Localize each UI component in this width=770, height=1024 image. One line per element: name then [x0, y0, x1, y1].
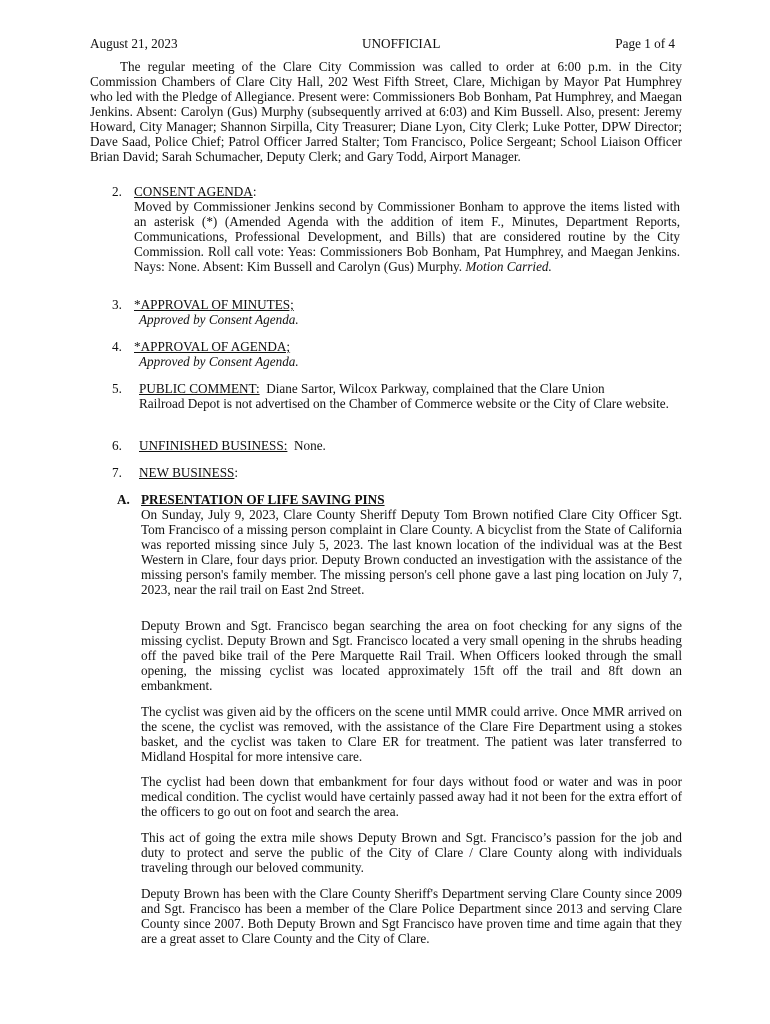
section-a-paragraph-3: The cyclist was given aid by the officers on the scene until MMR could arrive. Once MMR arrived on the scene, the cyclist was removed, with the assistance of the Clare Fire Department using a stokes basket, and the cyclist was taken to Clare ER for treatment. The patient was later transferred to Midland Hospital for more intensive care.	[141, 704, 682, 764]
item-public-comment	[112, 381, 680, 411]
item-unfinished-business	[112, 438, 680, 453]
consent-body	[112, 199, 680, 274]
public-comment-body: Railroad Depot is not advertised on the Chamber of Commerce website or the City of Clare website.	[139, 396, 669, 411]
item-number: 6.	[112, 438, 122, 453]
item-number: 4.	[112, 339, 122, 354]
section-a-heading	[117, 492, 683, 507]
intro-paragraph: The regular meeting of the Clare City Commission was called to order at 6:00 p.m. in the City Commission Chambers of Clare City Hall, 202 West Fifth Street, Clare, Michigan by Mayor Pat Humphrey who led with the Pledge of Allegiance. Present were: Commissioners Bob Bonham, Pat Humphrey, and Maegan Jenkins. Absent: Carolyn (Gus) Murphy (subsequently arrived at 6:03) and Kim Bussell. Also, present: Jeremy Howard, City Manager; Shannon Sirpilla, City Treasurer; Diane Lyon, City Clerk; Luke Potter, DPW Director; Dave Saad, Police Chief; Patrol Officer Jarred Stalter; Tom Francisco, Police Sergeant; School Liaison Officer Brian David; Sarah Schumacher, Deputy Clerk; and Gary Todd, Airport Manager.	[90, 59, 682, 164]
section-a-paragraph-5: This act of going the extra mile shows Deputy Brown and Sgt. Francisco’s passion for the job and duty to protect and serve the public of the City of Clare / Clare County along with individuals traveling through our beloved community.	[141, 830, 682, 875]
consent-text: Moved by Commissioner Jenkins second by Commissioner Bonham to approve the items listed with an asterisk (*) (Amended Agenda with the addition of item F., Minutes, Department Reports, Communications, Professional Development, and Bills) that are considered routine by the City Commission. Roll call vote: Yeas: Commissioners Bob Bonham, Pat Humphrey, and Maegan Jenkins. Nays: None. Absent: Kim Bussell and Carolyn (Gus) Murphy.	[134, 199, 680, 274]
item-number: 2.	[112, 184, 122, 199]
item-consent-agenda	[112, 184, 680, 274]
item-heading: NEW BUSINESS	[139, 465, 235, 480]
section-a-paragraph-2: Deputy Brown and Sgt. Francisco began searching the area on foot checking for any signs of the missing cyclist. Deputy Brown and Sgt. Francisco located a very small opening in the shrubs heading off the paved bike trail of the Pere Marquette Rail Trail. When Officers looked through the small opening, the missing cyclist was located approximately 15ft off the trail and 8ft down an embankment.	[141, 618, 682, 693]
section-a-paragraph-4: The cyclist had been down that embankment for four days without food or water and was in poor medical condition. The cyclist would have certainly passed away had it not been for the extra effort of the officers to go out on foot and search the area.	[141, 774, 682, 819]
item-heading: UNFINISHED BUSINESS:	[139, 438, 288, 453]
public-comment-first-line: Diane Sartor, Wilcox Parkway, complained that the Clare Union	[266, 381, 605, 396]
section-title: PRESENTATION OF LIFE SAVING PINS	[141, 492, 385, 507]
unfinished-body: None.	[293, 438, 326, 453]
item-number: 3.	[112, 297, 122, 312]
item-heading-colon: :	[234, 465, 239, 480]
section-a-paragraph-1: On Sunday, July 9, 2023, Clare County Sheriff Deputy Tom Brown notified Clare City Officer Sgt. Tom Francisco of a missing person complaint in Clare County. A bicyclist from the State of California was reported missing since July 5, 2023. The last known location of the individual was at the Best Western in Clare, four days prior. Deputy Brown conducted an investigation with the assistance of the missing person's family member. The missing person's cell phone gave a last ping location on July 7, 2023, near the rail trail on East 2nd Street.	[141, 507, 682, 597]
item-new-business	[112, 465, 680, 480]
item-number: 7.	[112, 465, 122, 480]
agenda-body: Approved by Consent Agenda.	[139, 354, 299, 369]
item-heading: *APPROVAL OF AGENDA;	[134, 339, 291, 354]
item-heading: *APPROVAL OF MINUTES;	[134, 297, 294, 312]
section-a-paragraph-6: Deputy Brown has been with the Clare County Sheriff's Department serving Clare County since 2009 and Sgt. Francisco has been a member of the Clare Police Department since 2013 and serving Clare County since 2007. Both Deputy Brown and Sgt Francisco have proven time and time again that they are a great asset to Clare County and the City of Clare.	[141, 886, 682, 946]
header-status: UNOFFICIAL	[362, 36, 441, 51]
item-heading-colon: :	[252, 184, 257, 199]
item-approval-agenda	[112, 339, 680, 369]
item-heading: CONSENT AGENDA	[134, 184, 253, 199]
page-header	[90, 36, 675, 52]
section-letter: A.	[117, 492, 130, 507]
minutes-body: Approved by Consent Agenda.	[139, 312, 299, 327]
consent-result: Motion Carried.	[465, 259, 552, 274]
header-date: August 21, 2023	[90, 36, 178, 51]
item-heading: PUBLIC COMMENT:	[139, 381, 260, 396]
item-number: 5.	[112, 381, 122, 396]
header-page-number: Page 1 of 4	[615, 36, 675, 51]
item-approval-minutes	[112, 297, 680, 327]
